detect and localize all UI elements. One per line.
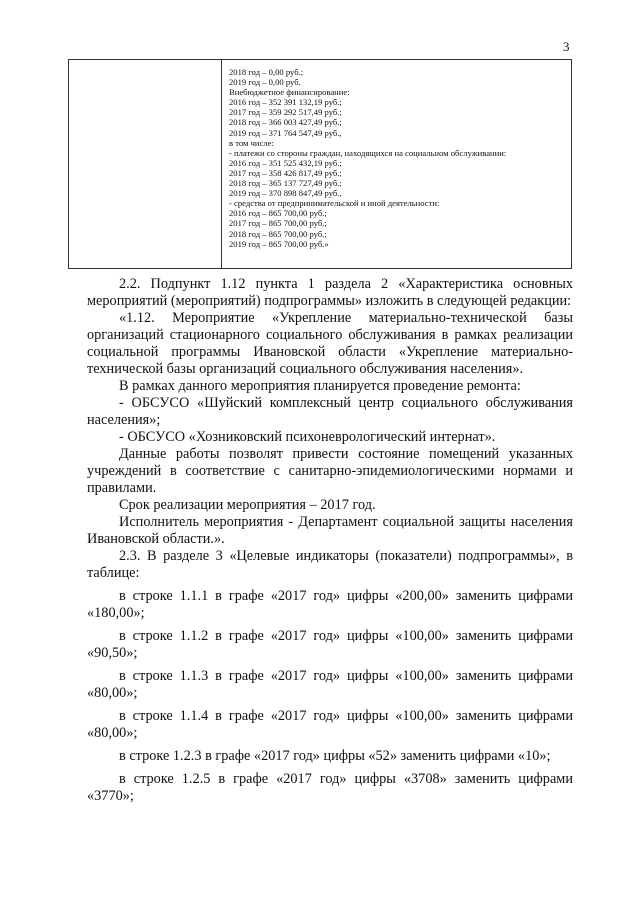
- table-line: 2018 год – 865 700,00 руб.;: [229, 228, 327, 239]
- paragraph-repair: В рамках данного мероприятия планируется проведение ремонта:: [119, 378, 521, 394]
- paragraph-row-1-1-2: в строке 1.1.2 в графе «2017 год» цифры «100,00» заменить цифрами «90,50»;: [87, 628, 573, 661]
- paragraph-row-1-1-4: в строке 1.1.4 в графе «2017 год» цифры «100,00» заменить цифрами «80,00»;: [87, 708, 573, 741]
- table-line: - средства от предпринимательской и иной деятельности:: [229, 198, 440, 209]
- table-line: 2019 год – 865 700,00 руб.»: [229, 238, 329, 249]
- table-line: 2016 год – 352 391 132,19 руб.;: [229, 97, 342, 108]
- paragraph-2-2: 2.2. Подпункт 1.12 пункта 1 раздела 2 «Характеристика основных мероприятий (мероприятий) подпрограммы» изложить в следующей редакции:: [87, 276, 573, 309]
- table-line: 2018 год – 365 137 727,49 руб.;: [229, 178, 342, 189]
- table-line: - платежи со стороны граждан, находящихся на социальном обслуживании:: [229, 147, 507, 158]
- document-body: [87, 276, 573, 805]
- table-line: 2016 год – 351 525 432,19 руб.;: [229, 157, 342, 168]
- paragraph-executor: Исполнитель мероприятия - Департамент социальной защиты населения Ивановской области.».: [87, 514, 573, 547]
- page-number: 3: [563, 39, 570, 54]
- table-line: в том числе:: [229, 137, 274, 148]
- financing-table: [68, 59, 572, 269]
- paragraph-row-1-2-3: в строке 1.2.3 в графе «2017 год» цифры «52» заменить цифрами «10»;: [119, 748, 551, 764]
- table-line: 2017 год – 359 292 517,49 руб.;: [229, 107, 342, 118]
- table-line: 2018 год – 0,00 руб.;: [229, 67, 304, 77]
- paragraph-item-khoznikovsky: - ОБСУСО «Хозниковский психоневрологический интернат».: [119, 429, 496, 445]
- table-column-divider: [221, 60, 222, 268]
- table-line: 2019 год – 371 764 547,49 руб.,: [229, 127, 342, 138]
- table-line: Внебюджетное финансирование:: [229, 87, 350, 98]
- paragraph-row-1-2-5: в строке 1.2.5 в графе «2017 год» цифры «3708» заменить цифрами «3770»;: [87, 771, 573, 804]
- paragraph-row-1-1-1: в строке 1.1.1 в графе «2017 год» цифры «200,00» заменить цифрами «180,00»;: [87, 588, 573, 621]
- paragraph-row-1-1-3: в строке 1.1.3 в графе «2017 год» цифры «100,00» заменить цифрами «80,00»;: [87, 668, 573, 701]
- paragraph-item-shuya: - ОБСУСО «Шуйский комплексный центр социального обслуживания населения»;: [87, 395, 573, 428]
- table-line: 2017 год – 358 426 817,49 руб.;: [229, 167, 342, 178]
- paragraph-2-3: 2.3. В разделе 3 «Целевые индикаторы (показатели) подпрограммы», в таблице:: [87, 548, 573, 581]
- paragraph-measure: «1.12. Мероприятие «Укрепление материально-технической базы организаций стационарного социального обслуживания в рамках реализации социальной программы Ивановской области «Укрепление материально-технической базы организаций социального обслуживания населения».: [87, 310, 573, 377]
- paragraph-works: Данные работы позволят привести состояние помещений указанных учреждений в соответствие с санитарно-эпидемиологическими нормами и правилами.: [87, 446, 573, 496]
- table-line: 2016 год – 865 700,00 руб.;: [229, 208, 327, 219]
- table-line: 2017 год – 865 700,00 руб.;: [229, 218, 327, 229]
- table-line: 2019 год – 370 898 847,49 руб.,: [229, 188, 342, 199]
- paragraph-term: Срок реализации мероприятия – 2017 год.: [119, 497, 376, 513]
- table-line: 2018 год – 366 003 427,49 руб.;: [229, 117, 342, 128]
- financing-cell: [229, 67, 567, 249]
- table-line: 2019 год – 0,00 руб.: [229, 77, 301, 88]
